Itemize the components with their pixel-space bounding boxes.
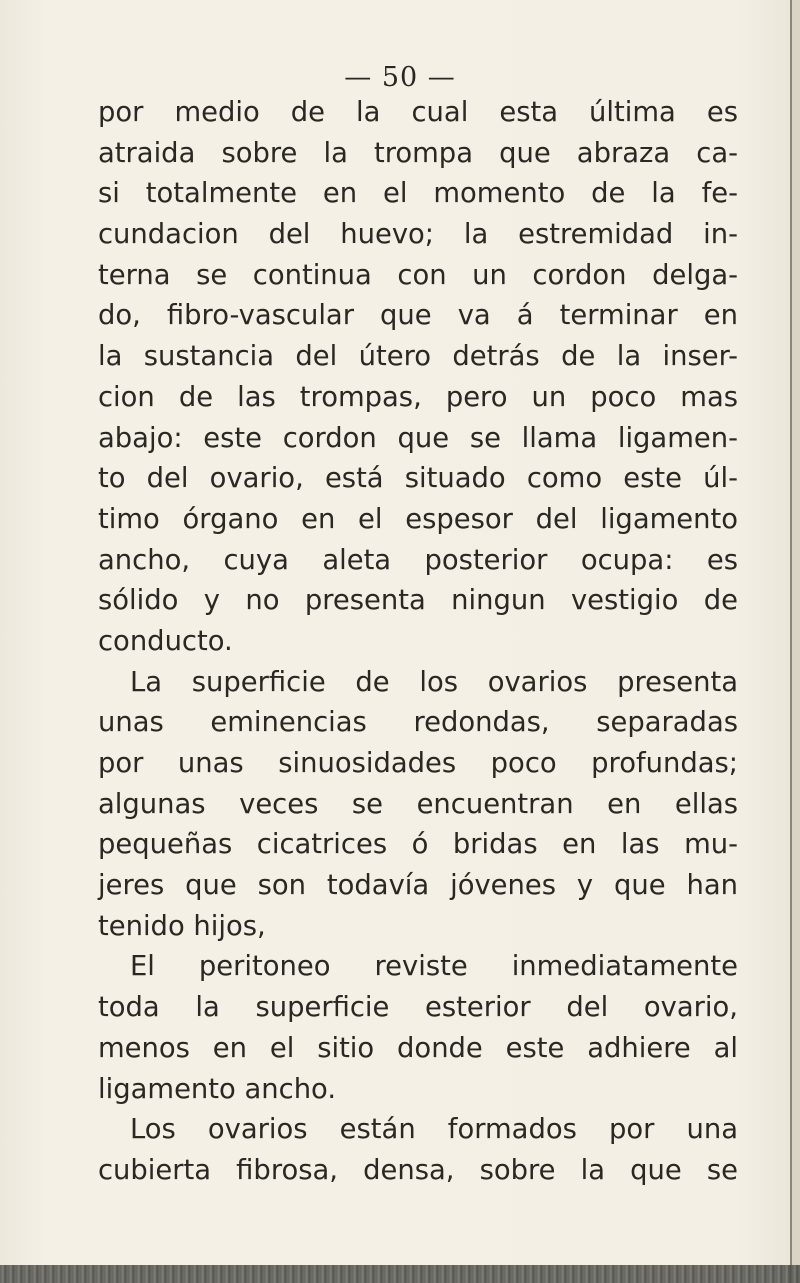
text-line: menos en el sitio donde este adhiere al xyxy=(98,1032,738,1064)
page-edge-shadow xyxy=(792,0,800,1283)
text-line: cubierta fibrosa, densa, sobre la que se xyxy=(98,1154,738,1186)
text-line: Los ovarios están formados por una xyxy=(130,1114,738,1146)
text-line: do, fibro-vascular que va á terminar en xyxy=(98,300,738,332)
text-line: conducto. xyxy=(98,625,233,657)
text-line: cundacion del huevo; la estremidad in- xyxy=(98,219,738,251)
text-line: terna se continua con un cordon delga- xyxy=(98,259,738,291)
text-line: la sustancia del útero detrás de la inser- xyxy=(98,341,738,373)
text-line: atraida sobre la trompa que abraza ca- xyxy=(98,137,738,169)
text-line: si totalmente en el momento de la fe- xyxy=(98,178,738,210)
text-line: pequeñas cicatrices ó bridas en las mu- xyxy=(98,829,738,861)
text-line: unas eminencias redondas, separadas xyxy=(98,707,738,739)
body-text xyxy=(98,93,738,1192)
page-number: — 50 — xyxy=(344,62,456,93)
text-line: cion de las trompas, pero un poco mas xyxy=(98,381,738,413)
text-line: timo órgano en el espesor del ligamento xyxy=(98,503,738,535)
text-line: por unas sinuosidades poco profundas; xyxy=(98,748,738,779)
text-line: La superficie de los ovarios presenta xyxy=(130,666,738,698)
text-line: algunas veces se encuentran en ellas xyxy=(98,788,738,820)
text-line: por medio de la cual esta última es xyxy=(98,97,738,128)
text-line: sólido y no presenta ningun vestigio de xyxy=(98,585,738,617)
text-line: ancho, cuya aleta posterior ocupa: es xyxy=(98,544,738,576)
text-line: ligamento ancho. xyxy=(98,1073,337,1105)
text-line: toda la superficie esterior del ovario, xyxy=(98,992,738,1024)
text-line: to del ovario, está situado como este úl- xyxy=(98,463,738,495)
page-edge-rule xyxy=(790,0,792,1283)
page-bottom-band xyxy=(0,1265,800,1283)
text-line: El peritoneo reviste inmediatamente xyxy=(130,951,738,983)
text-line: jeres que son todavía jóvenes y que han xyxy=(98,870,738,902)
text-line: tenido hijos, xyxy=(98,910,266,942)
text-line: abajo: este cordon que se llama ligamen- xyxy=(98,422,738,454)
